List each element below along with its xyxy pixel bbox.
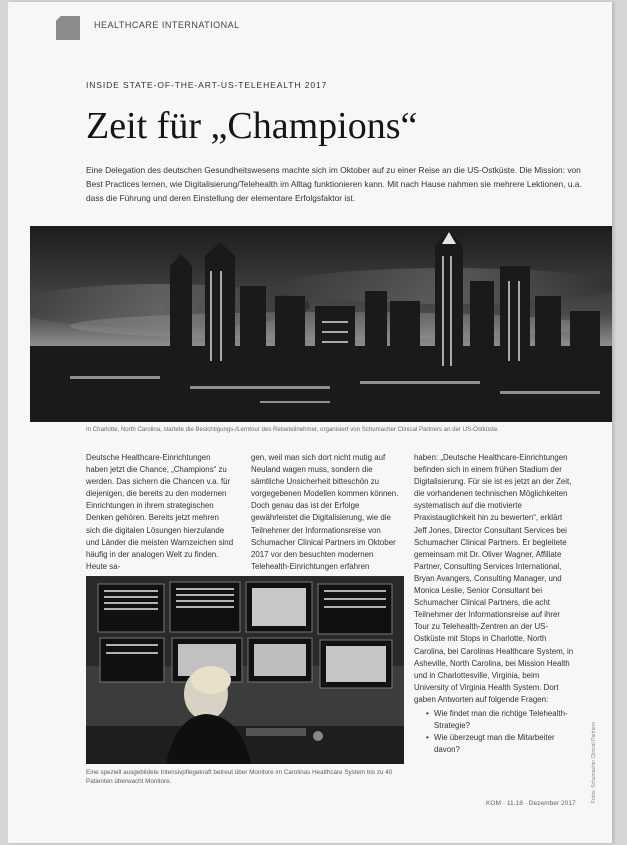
body-column-1: [86, 452, 234, 573]
article-title: Zeit für „Champions“: [86, 105, 418, 147]
question-list: [428, 708, 576, 756]
body-column-3: [414, 452, 576, 756]
photo-monitoring-workstation: [86, 576, 404, 764]
photo-credit: Fotos: Schumacher Clinical Partners: [591, 722, 597, 804]
hero-caption: In Charlotte, North Carolina, startete die Besichtigungs-/Lerntour des Reiseteilnehmer, organisiert von Schumacher Clinical Partners an der US-Ostküste.: [86, 426, 499, 433]
photo-caption: Eine speziell ausgebildete Intensivpflegekraft betreut über Monitore im Carolinas Healthcare System bis zu 40 Patienten überwacht Monitore.: [86, 769, 393, 785]
body-paragraph: Deutsche Healthcare-Einrichtungen haben jetzt die Chance, „Champions“ zu werden. Das sichern die Chancen v.a. für diejenigen, die bereits zu den modernen Einrichtungen in ihrem strategischen Denken gehören. Bereits jetzt mehren sich die digitalen Lösungen hierzulande und Länder die meisten Warnzeichen sind häufig in der analogen Welt zu finden. Heute sa-: [86, 453, 234, 571]
hero-image-city-skyline: [30, 226, 612, 422]
section-tab-marker: [56, 16, 80, 40]
body-paragraph: gen, weil man sich dort nicht mutig auf Neuland wagen muss, sondern die sämtliche Unsicherheit bitteschön zu vorgegebenen Modellen kommen können. Doch genau das ist der Erfolge gewährleistet die Digitalisierung, wie die Teilnehmer der Informationsreise von Schumacher Clinical Partners im Oktober 2017 vor den besuchten modernen Telehealth-Einrichtungen erfahren: [251, 453, 399, 571]
article-intro: Eine Delegation des deutschen Gesundheitswesens machte sich im Oktober auf zu einer Reise an die US-Ostküste. Die Mission: von Best Practices lernen, wie Digitalisierung/Telehealth im Alltag funktionieren kann. Mit nach Hause nahmen sie mehrere Lektionen, u.a. dass die Führung und deren Einstellung der elementare Erfolgsfaktor ist.: [86, 165, 582, 203]
list-item: • Wie findet man die richtige Telehealth-Strategie?: [428, 708, 576, 732]
article-kicker: INSIDE STATE-OF-THE-ART-US-TELEHEALTH 2017: [86, 80, 328, 90]
skyline-illustration: [30, 226, 612, 422]
body-column-2: [251, 452, 402, 573]
workstation-illustration: [86, 576, 404, 764]
page-footer: KOM · 11.18 · Dezember 2017: [486, 800, 576, 807]
body-paragraph: haben: „Deutsche Healthcare-Einrichtungen befinden sich in einem frühen Stadium der Digitalisierung. Für sie ist es jetzt an der Zeit, die vorhandenen technischen Möglichkeiten systematisch auf die motivierte Praxistauglichkeit hin zu bewerten“, erklärt Jeff Jones, Director Consultant Services bei Schumacher Clinical Partners. Er begleitete gemeinsam mit Dr. Oliver Wagner, Affiliate Partner, Consulting Services International, Bryan Avangers, Consulting Manager, und Monica Leslie, Senior Consultant bei Schumacher Clinical Partners, die acht Teilnehmer der Informationsreise auf ihrer Tour zu Telehealth-Zentren an der US-Ostküste mit Stops in Charlotte, North Carolina, bei Carolinas Healthcare System, in Asheville, North Carolina, bei Mission Health und in Charlottesville, Virginia, beim University of Virginia Health System. Dort gaben Antworten auf folgende Fragen:: [414, 453, 574, 704]
section-label: HEALTHCARE INTERNATIONAL: [94, 20, 240, 30]
list-item: • Wie überzeugt man die Mitarbeiter davon?: [428, 732, 576, 756]
